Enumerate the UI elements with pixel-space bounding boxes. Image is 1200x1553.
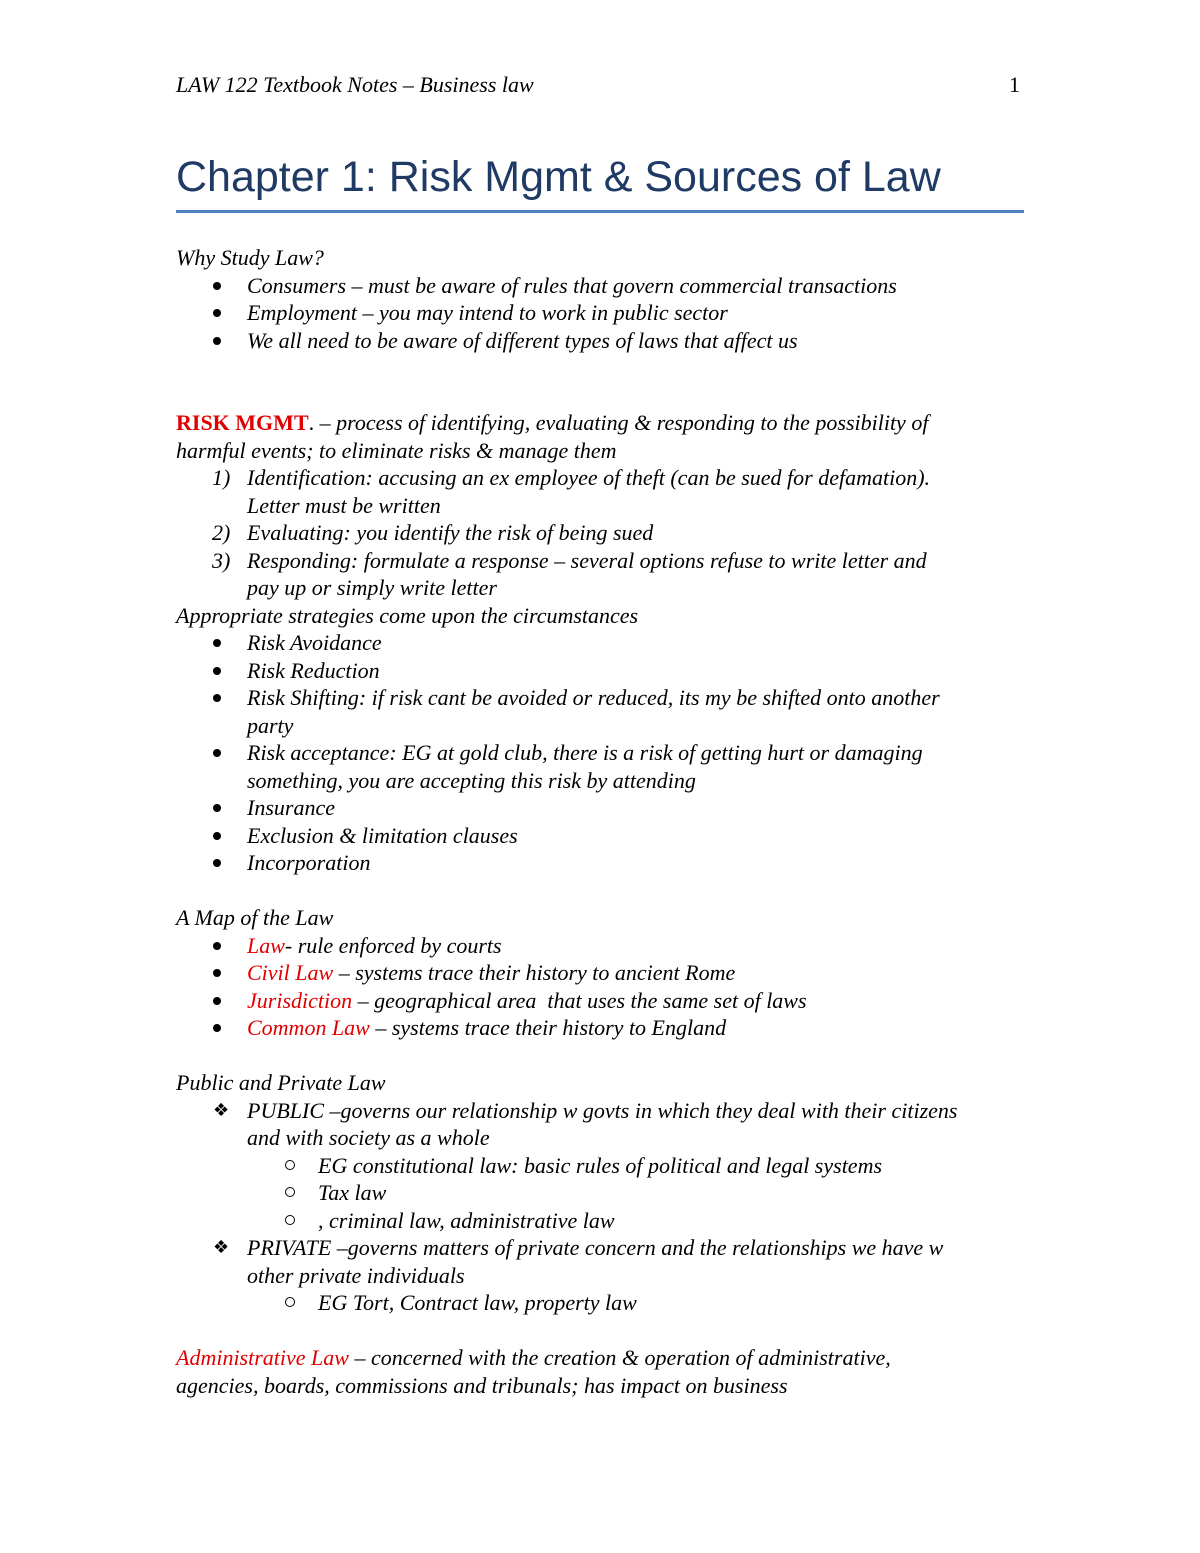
admin-law: Administrative Law – concerned with the creation & operation of administrative, <box>176 1345 891 1370</box>
strategy-item: Risk acceptance: EG at gold club, there is a risk of getting hurt or damaging something, you are accepting this risk by attending <box>176 739 1024 794</box>
strategy-item: Risk Shifting: if risk cant be avoided or reduced, its my be shifted onto another party <box>176 684 1024 739</box>
map-item: Common Law – systems trace their history to England <box>176 1014 1024 1042</box>
public-sub-item: Tax law <box>176 1179 1024 1207</box>
bullet-icon <box>213 309 221 317</box>
why-item: We all need to be aware of different types of laws that affect us <box>176 327 1024 355</box>
why-item: Employment – you may intend to work in public sector <box>176 299 1024 327</box>
private-item: ❖ PRIVATE –governs matters of private concern and the relationships we have w other private individuals <box>213 1235 944 1288</box>
strategy-item: Risk Reduction <box>176 657 1024 685</box>
map-heading: A Map of the Law <box>176 905 334 930</box>
why-item: Consumers – must be aware of rules that govern commercial transactions <box>176 272 1024 300</box>
title-underline <box>176 210 1024 213</box>
bullet-icon <box>213 749 221 757</box>
header-title: LAW 122 Textbook Notes – Business law <box>176 72 534 97</box>
strategy-item: Exclusion & limitation clauses <box>176 822 1024 850</box>
bullet-icon <box>213 969 221 977</box>
bullet-icon <box>213 997 221 1005</box>
risk-definition-cont: harmful events; to eliminate risks & manage them <box>176 437 617 463</box>
map-item: Civil Law – systems trace their history to ancient Rome <box>176 959 1024 987</box>
strategy-item: Incorporation <box>176 849 1024 877</box>
risk-term: RISK MGMT <box>176 410 309 435</box>
circle-bullet-icon <box>285 1160 295 1170</box>
page-header <box>176 70 1024 100</box>
admin-term: Administrative Law <box>176 1345 349 1370</box>
strategy-item: Insurance <box>176 794 1024 822</box>
document-body <box>176 244 1024 1399</box>
risk-definition: RISK MGMT. – process of identifying, evaluating & responding to the possibility of <box>176 410 929 435</box>
why-heading: Why Study Law? <box>176 245 324 270</box>
risk-step: 2) Evaluating: you identify the risk of being sued <box>212 520 654 545</box>
diamond-bullet-icon: ❖ <box>213 1237 230 1258</box>
bullet-icon <box>213 1024 221 1032</box>
public-sub-item: EG constitutional law: basic rules of political and legal systems <box>176 1152 1024 1180</box>
circle-bullet-icon <box>285 1297 295 1307</box>
risk-step: 3) Responding: formulate a response – several options refuse to write letter and pay up or simply write letter <box>212 547 927 600</box>
bullet-icon <box>213 282 221 290</box>
strategy-item: Risk Avoidance <box>176 629 1024 657</box>
public-sub-item: , criminal law, administrative law <box>176 1207 1024 1235</box>
bullet-icon <box>213 337 221 345</box>
page-number: 1 <box>1009 72 1020 97</box>
circle-bullet-icon <box>285 1215 295 1225</box>
risk-step: 1) Identification: accusing an ex employee of theft (can be sued for defamation). Letter must be written <box>212 465 931 518</box>
bullet-icon <box>213 639 221 647</box>
private-sub-item: EG Tort, Contract law, property law <box>176 1289 1024 1317</box>
pubpriv-heading: Public and Private Law <box>176 1070 386 1095</box>
circle-bullet-icon <box>285 1187 295 1197</box>
diamond-bullet-icon: ❖ <box>213 1099 230 1121</box>
bullet-icon <box>213 832 221 840</box>
bullet-icon <box>213 942 221 950</box>
bullet-icon <box>213 667 221 675</box>
admin-law-cont: agencies, boards, commissions and tribunals; has impact on business <box>176 1372 788 1398</box>
bullet-icon <box>213 694 221 702</box>
strategies-intro: Appropriate strategies come upon the circumstances <box>176 602 639 628</box>
map-item: Law- rule enforced by courts <box>176 932 1024 960</box>
bullet-icon <box>213 859 221 867</box>
map-item: Jurisdiction – geographical area that uses the same set of laws <box>176 987 1024 1015</box>
public-item: ❖ PUBLIC –governs our relationship w govts in which they deal with their citizens and with society as a whole <box>213 1097 958 1150</box>
chapter-title: Chapter 1: Risk Mgmt & Sources of Law <box>176 153 941 201</box>
bullet-icon <box>213 804 221 812</box>
